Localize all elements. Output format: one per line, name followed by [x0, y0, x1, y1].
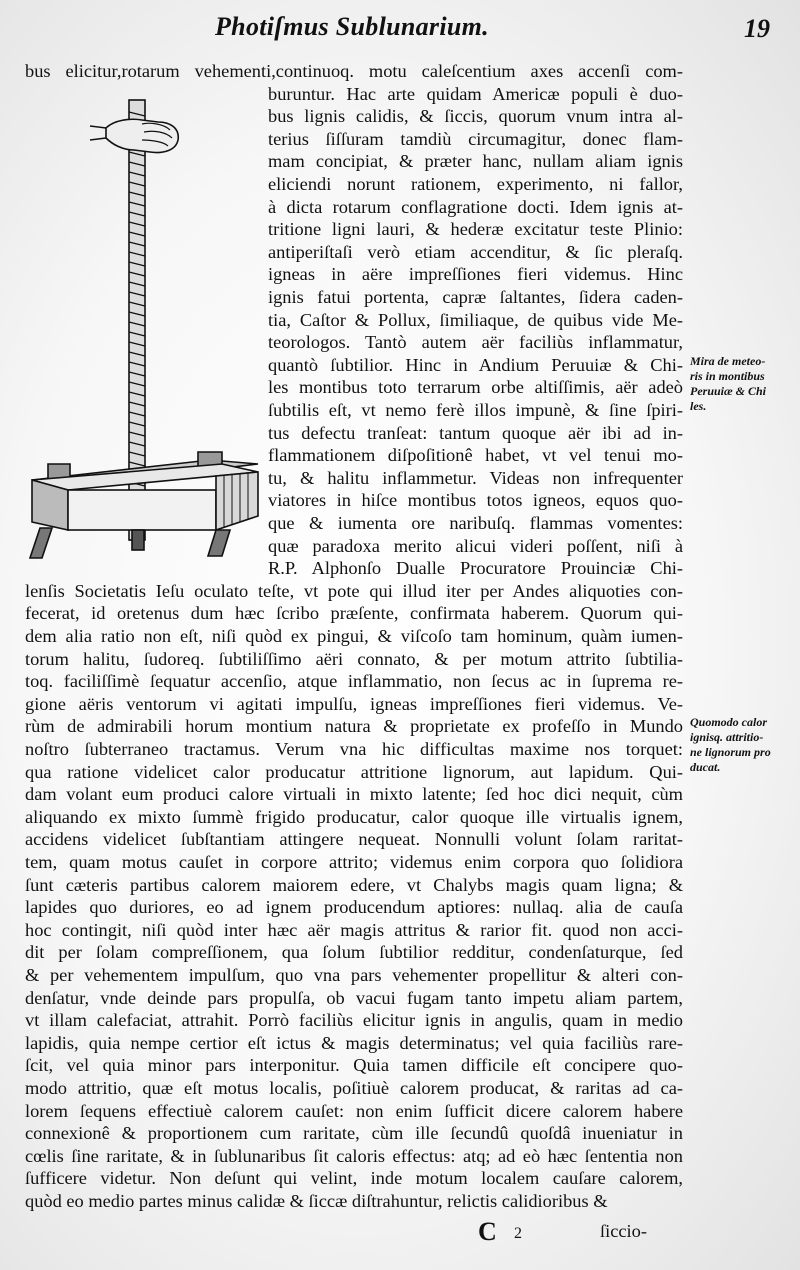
text-line: les montibus toto terrarum orbe altiſſimis, aër adeò [268, 377, 683, 397]
text-line: lorem ſequens effectiuè calorem cauſet: non enim ſufficit dicere calorem habere [25, 1101, 683, 1121]
text-line: hoc contingit, niſi quòd inter hæc aër magis attritus & rarior fit. quod non acci- [25, 920, 683, 940]
text-line: flammationem diſpoſitionê habet, vt vel tenui mo- [268, 445, 683, 465]
text-line: ſubtilis eſt, vt nemo ferè illos impunè, & ſine ſpiri- [268, 400, 683, 420]
text-line: lenſis Societatis Ieſu oculato teſte, vt pote qui illud iter per Andes aliquoties con- [25, 581, 683, 601]
marginal-note [690, 354, 796, 414]
marginal-note-line: Mira de meteo- [690, 354, 766, 368]
text-line: qua ratione videlicet calor producatur attritione lignorum, aut lapidum. Qui- [25, 762, 683, 782]
page-number: 19 [744, 14, 770, 43]
text-line: torum halitu, ſudoreq. ſubtiliſſimo aëri connato, & per motum attrito ſubtilia- [25, 649, 683, 669]
text-line: toq. faciliſſimè ſequatur accenſio, atque inflammatio, non ſecus ac in ſuprema re- [25, 671, 683, 691]
running-head [0, 12, 800, 48]
marginal-note-line: ris in montibus [690, 369, 765, 383]
fire-drill-engraving-icon [18, 92, 270, 562]
text-line: connexionê & proportionem cum raritate, cùm ille ſecundû quoſdâ inueniatur in [25, 1123, 683, 1143]
marginal-note-line: ducat. [690, 760, 721, 774]
text-line: quòd eo medio partes minus calidæ & ſiccæ diſtrahuntur, relictis calidioribus & [25, 1191, 608, 1211]
text-line: lapides quo duriores, eo ad ignem producendum aptiores: nullaq. alia de cauſa [25, 897, 683, 917]
text-line: eliciendi norunt rationem, experimento, ni fallor, [268, 174, 683, 194]
marginal-note [690, 715, 796, 775]
marginal-note-line: Peruuiæ & Chi [690, 384, 767, 398]
marginal-note-line: ne lignorum pro [690, 745, 771, 759]
page-footer [0, 1217, 800, 1247]
text-line: ſcit, vel quia minor pars interponitur. Quia tamen difficile eſt concipere quo- [25, 1055, 683, 1075]
text-line: terius ſiſſuram tamdiù circumagitur, donec flam- [268, 129, 683, 149]
text-line: rùm de admirabili horum montium natura & proprietate ex profeſſo in Mundo [25, 716, 683, 736]
text-line: accidens videlicet ſubſtantiam attingere nequeat. Nonnulli volunt ſolam raritat- [25, 829, 683, 849]
text-line: mam concipiat, & præter hanc, nullam aliam ignis [268, 151, 683, 171]
text-line: tia, Caſtor & Pollux, ſimiliaque, de quibus vide Me- [268, 310, 683, 330]
running-title: Photiſmus Sublunarium. [215, 12, 489, 41]
marginal-note-line: les. [690, 399, 707, 413]
text-line: tritione ligni lauri, & hederæ excitatur teste Plinio: [268, 219, 683, 239]
text-line: dam volant eum produci calore virtuali in mixto latente; ſed hoc dici nequit, cùm [25, 784, 683, 804]
text-line: dem alia ratio non eſt, niſi quòd ex pingui, & viſcoſo tam hominum, quàm iumen- [25, 626, 683, 646]
text-line: igneas in aëre impreſſiones fieri videmus. Hinc [268, 264, 683, 284]
text-line: denſatur, vnde deinde pars propulſa, ob vacui fugam tanto impetu aliam partem, [25, 988, 683, 1008]
text-line: modo attritio, quæ eſt motus localis, poſitiuè calorem producat, & raritas ad ca- [25, 1078, 683, 1098]
text-line: tus defectu tranſeat: tantum quoque aër ibi ad in- [268, 423, 683, 443]
signature: C [478, 1217, 497, 1246]
text-line: à dicta rotarum conflagratione docti. Idem ignis at- [268, 197, 683, 217]
text-line: R.P. Alphonſo Dualle Procuratore Prouinciæ Chi- [268, 558, 683, 578]
text-line: aliquando ex mixto ſummè frigido producatur, calor quoque ille virtualis ignem, [25, 807, 683, 827]
text-line: cœlis ſine raritate, & in ſublunaribus ſit caloris effectus: atq; ad eò hæc ſententia non [25, 1146, 683, 1166]
text-line: lapidis, quia nempe certior eſt ictus & magis determinatus; vel quia faciliùs rare- [25, 1033, 683, 1053]
marginal-note-line: Quomodo calor [690, 715, 768, 729]
text-line: tem, quam motus cauſet in corpore attrito; videmus enim corpora quo ſolidiora [25, 852, 683, 872]
text-line: dit per ſolam compreſſionem, qua ſolum ſubtilior redditur, condenſaturque, ſed [25, 942, 683, 962]
text-line: tu, & halitu inflammetur. Videas non infrequenter [268, 468, 683, 488]
signature-number: 2 [514, 1225, 522, 1242]
text-line: buruntur. Hac arte quidam Americæ populi è duo- [268, 84, 683, 104]
text-line: ignis fatui portenta, capræ ſaltantes, ſidera caden- [268, 287, 683, 307]
text-line: vt illam calefaciat, attrahit. Porrò faciliùs elicitur ignis in angulis, quam in medio [25, 1010, 683, 1030]
text-line: gione aëris ventorum vi agitati impulſu, igneas impreſſiones fieri videmus. Ve- [25, 694, 683, 714]
text-line: fecerat, id oretenus dum hæc ſcribo præſente, confirmata haberem. Quorum qui- [25, 603, 683, 623]
text-line: antiperiſtaſi verò etiam accenditur, & ſic pleraſq. [268, 242, 683, 262]
catchword: ſiccio- [600, 1221, 647, 1241]
text-line: ſunt cæteris partibus calorem maiorem edere, vt Chalybs magis quam ligna; & [25, 875, 683, 895]
text-line: teorologos. Tantò autem aër faciliùs inflammatur, [268, 332, 683, 352]
text-line: & per vehementem impulſum, quo vna pars vehementer propellitur & alteri con- [25, 965, 683, 985]
marginal-note-line: ignisq. attritio- [690, 730, 764, 744]
text-line: noſtro ſubterraneo tractamus. Verum vna hic difficultas maxime nos torquet: [25, 739, 683, 759]
text-line: bus lignis calidis, & ſiccis, quorum vnum intra al- [268, 106, 683, 126]
text-line: viatores in hiſce montibus totos igneos, equos quo- [268, 490, 683, 510]
text-line: bus elicitur,rotarum vehementi,continuoq. motu caleſcentium axes accenſi com- [25, 61, 683, 81]
text-line: quæ paradoxa merito alicui videri poſſent, niſi à [268, 536, 683, 556]
text-line: que & iumenta ore naribuſq. flammas vomentes: [268, 513, 683, 533]
text-line: quantò ſubtilior. Hinc in Andium Peruuiæ & Chi- [268, 355, 683, 375]
text-line: ſufficere videtur. Non deſunt qui velint, inde motum localem cauſare calorem, [25, 1168, 683, 1188]
